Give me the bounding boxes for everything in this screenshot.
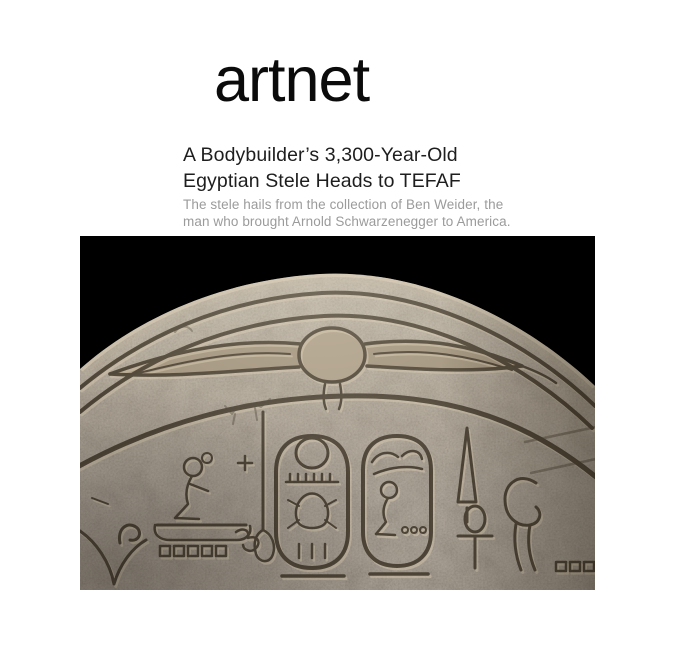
title-line-2: Egyptian Stele Heads to TEFAF xyxy=(183,170,461,192)
article-hero-image xyxy=(80,236,595,590)
artnet-logo[interactable]: artnet xyxy=(214,45,370,115)
dek-line-1: The stele hails from the collection of Ben Weider, the xyxy=(183,197,504,212)
title-line-1: A Bodybuilder’s 3,300-Year-Old xyxy=(183,144,458,166)
stele-photo xyxy=(80,236,595,590)
dek-line-2: man who brought Arnold Schwarzenegger to America. xyxy=(183,213,511,229)
article-dek xyxy=(183,197,511,230)
article-title xyxy=(183,142,461,194)
